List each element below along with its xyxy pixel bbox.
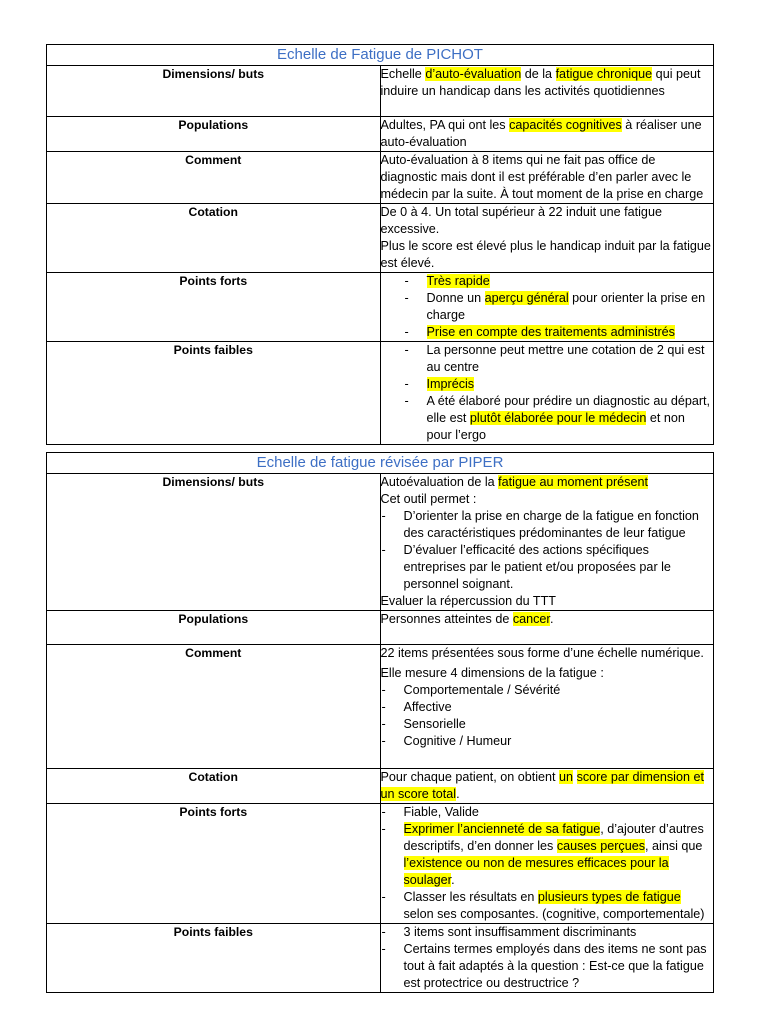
pichot-table [46, 44, 714, 445]
row-label: Points faibles [47, 342, 381, 445]
row-content [380, 924, 714, 993]
text: Autoévaluation de la [380, 475, 499, 489]
text-line [381, 474, 714, 491]
highlight: Très rapide [426, 274, 490, 288]
piper-row-populations [47, 611, 714, 645]
row-label: Points forts [47, 804, 381, 924]
pichot-row-dimensions [47, 66, 714, 117]
row-label: Points faibles [47, 924, 381, 993]
text: Donne un [426, 291, 485, 305]
text: Classer les résultats en [403, 890, 538, 904]
bullet-list [381, 273, 714, 341]
piper-table [46, 452, 714, 993]
highlight: un [559, 770, 574, 784]
list-item: - Fiable, Valide [381, 804, 714, 821]
list-item [381, 889, 714, 923]
row-content [380, 273, 714, 342]
highlight: causes perçues [556, 839, 646, 853]
text: à réaliser une auto-évaluation [380, 118, 702, 149]
row-label: Comment [47, 645, 381, 769]
text: Adultes, PA qui ont les [380, 118, 510, 132]
row-label: Cotation [47, 204, 381, 273]
pichot-row-comment [47, 152, 714, 204]
piper-row-dimensions [47, 474, 714, 611]
list-item: - La personne peut mettre une cotation de 2 qui est au centre [381, 342, 714, 376]
row-label: Points forts [47, 273, 381, 342]
row-label: Dimensions/ buts [47, 66, 381, 117]
row-label: Cotation [47, 769, 381, 804]
list-item: - Comportementale / Sévérité [381, 682, 714, 699]
text: Personnes atteintes de [380, 612, 513, 626]
bullet-list [381, 508, 714, 593]
text: et non pour l’ergo [426, 411, 685, 442]
text: De 0 à 4. Un total supérieur à 22 induit une fatigue excessive. [380, 205, 662, 236]
text: pour orienter la prise en charge [426, 291, 706, 322]
highlight: Exprimer l’ancienneté de sa fatigue [403, 822, 601, 836]
list-item [381, 376, 714, 393]
text: Cet outil permet : [380, 492, 477, 506]
text: 22 items présentées sous forme d’une échelle numérique. [380, 646, 704, 660]
row-content [380, 804, 714, 924]
highlight: fatigue au moment présent [498, 475, 648, 489]
row-content: Auto-évaluation à 8 items qui ne fait pas office de diagnostic mais dont il est préférable d’en parler avec le médecin par la suite. À tout moment de la prise en charge [380, 152, 714, 204]
text: . [456, 787, 460, 801]
highlight: capacités cognitives [509, 118, 622, 132]
text: A été élaboré pour prédire un diagnostic au départ, elle est [426, 394, 711, 425]
text: . [451, 873, 455, 887]
highlight: plusieurs types de fatigue [537, 890, 681, 904]
pichot-title: Echelle de Fatigue de PICHOT [47, 45, 714, 66]
row-content [380, 474, 714, 611]
text: Echelle [380, 67, 426, 81]
text: selon ses composantes. (cognitive, comportementale) [403, 907, 705, 921]
bullet-list [381, 924, 714, 992]
row-label: Dimensions/ buts [47, 474, 381, 611]
highlight: Imprécis [426, 377, 475, 391]
bullet-list [381, 342, 714, 444]
highlight: cancer [512, 612, 550, 626]
row-label: Populations [47, 117, 381, 152]
piper-title: Echelle de fatigue révisée par PIPER [47, 453, 714, 474]
bullet-list [381, 682, 714, 750]
piper-row-cotation [47, 769, 714, 804]
highlight: Prise en compte des traitements administrés [426, 325, 675, 339]
row-content [380, 66, 714, 117]
list-item: - Cognitive / Humeur [381, 733, 714, 750]
highlight: score par dimension et un score total [380, 770, 704, 801]
pichot-row-populations [47, 117, 714, 152]
piper-row-faibles [47, 924, 714, 993]
row-content [380, 645, 714, 769]
pichot-row-faibles [47, 342, 714, 445]
list-item: - D’évaluer l’efficacité des actions spécifiques entreprises par le patient et/ou proposées par le personnel soignant. [381, 542, 714, 593]
list-item: - Certains termes employés dans des items ne sont pas tout à fait adaptés à la question : Est-ce que la fatigue est protectrice ou destructrice ? [381, 941, 714, 992]
row-label: Comment [47, 152, 381, 204]
text: Elle mesure 4 dimensions de la fatigue : [380, 666, 604, 680]
list-item [381, 393, 714, 444]
list-item [381, 273, 714, 290]
row-content [380, 204, 714, 273]
list-item [381, 290, 714, 324]
highlight: plutôt élaborée pour le médecin [469, 411, 647, 425]
pichot-row-forts [47, 273, 714, 342]
list-item [381, 324, 714, 341]
text: , d’ajouter d’autres descriptifs, d’en donner les [403, 822, 704, 853]
pichot-row-cotation [47, 204, 714, 273]
row-content [380, 117, 714, 152]
list-item [381, 821, 714, 889]
row-content [380, 769, 714, 804]
text: de la [521, 67, 556, 81]
piper-row-forts [47, 804, 714, 924]
row-content [380, 611, 714, 645]
row-content [380, 342, 714, 445]
highlight: l’existence ou non de mesures efficaces pour la soulager [403, 856, 669, 887]
text: . [549, 612, 554, 626]
text: qui peut induire un handicap dans les activités quotidiennes [380, 67, 701, 98]
text: Evaluer la répercussion du TTT [380, 594, 556, 608]
text: Pour chaque patient, on obtient [380, 770, 560, 784]
list-item: - 3 items sont insuffisamment discriminants [381, 924, 714, 941]
text: Plus le score est élevé plus le handicap induit par la fatigue est élevé. [380, 239, 711, 270]
highlight: d’auto-évaluation [425, 67, 522, 81]
list-item: - Affective [381, 699, 714, 716]
row-label: Populations [47, 611, 381, 645]
bullet-list [381, 804, 714, 923]
highlight: fatigue chronique [555, 67, 653, 81]
highlight: aperçu général [484, 291, 569, 305]
list-item: - D’orienter la prise en charge de la fatigue en fonction des caractéristiques prédominantes de leur fatigue [381, 508, 714, 542]
list-item: - Sensorielle [381, 716, 714, 733]
text: , ainsi que [645, 839, 703, 853]
piper-row-comment [47, 645, 714, 769]
